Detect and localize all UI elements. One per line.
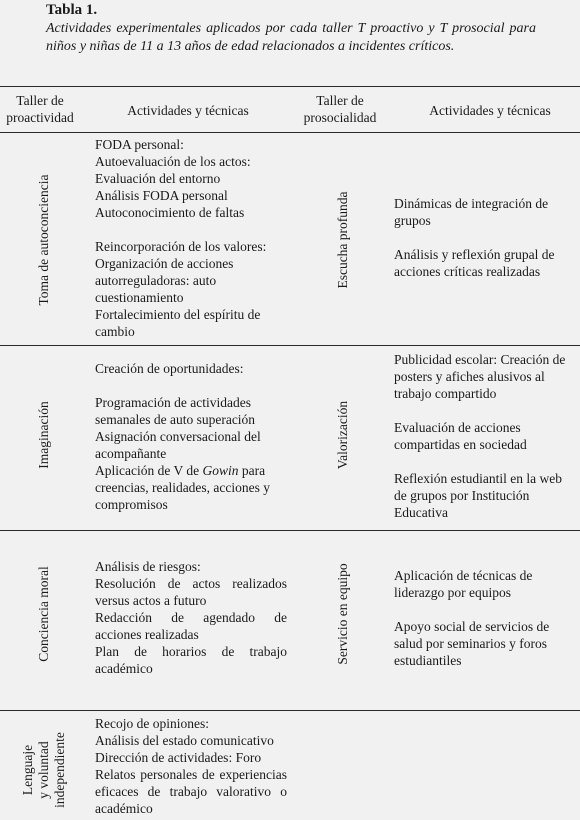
header-actividades-prosocial: Actividades y técnicas [429, 103, 551, 118]
row2-proactivo-cell: Creación de oportunidades: Programación de actividades semanales de auto superación Asignación conversacional del acompañante Aplicación de V de Gowin para creencias, realidades, acciones y compromisos [95, 361, 271, 512]
rule-header [0, 132, 580, 133]
header-taller-proactividad: Taller de proactividad [6, 93, 74, 125]
row3-taller-label: Conciencia moral [36, 566, 51, 662]
table-title: Tabla 1. [46, 2, 98, 18]
row4-taller-label: Lenguaje y voluntad independiente [20, 732, 67, 808]
row1-proactivo-cell: FODA personal: Autoevaluación de los actos: Evaluación del entorno Análisis FODA personal Autoconocimiento de faltas Reincorporación de los valores: Organización de acciones autorreguladoras: auto cuestionamiento Fortalecimiento del espíritu de cambio [95, 137, 267, 339]
row1-prosocial-taller-label: Escucha profunda [335, 191, 350, 289]
row3-prosocial-taller-label: Servicio en equipo [335, 563, 350, 665]
row2-prosocial-taller-label: Valorización [335, 400, 350, 470]
rule-row3 [0, 710, 580, 711]
row1-prosocial-cell: Dinámicas de integración de grupos Análisis y reflexión grupal de acciones críticas realizadas [394, 196, 555, 279]
row3-proactivo-cell: Análisis de riesgos: Resolución de actos realizados versus actos a futuro Redacción de agendado de acciones realizadas Plan de horarios de trabajo académico [95, 559, 287, 676]
header-taller-prosocialidad: Taller de prosocialidad [303, 93, 377, 125]
header-actividades-proactivo: Actividades y técnicas [127, 103, 249, 118]
row3-prosocial-cell: Aplicación de técnicas de liderazgo por equipos Apoyo social de servicios de salud por seminarios y foros estudiantiles [394, 568, 550, 668]
rule-row2 [0, 530, 580, 531]
rule-top [0, 86, 580, 87]
rule-row1 [0, 345, 580, 346]
row4-proactivo-cell: Recojo de opiniones: Análisis del estado comunicativo Dirección de actividades: Foro Relatos personales de experiencias eficaces de trabajo valorativo o académico [95, 716, 287, 816]
row2-prosocial-cell: Publicidad escolar: Creación de posters y afiches alusivos al trabajo compartido Evaluación de acciones compartidas en sociedad Reflexión estudiantil en la web de grupos por Institución Educativa [394, 352, 566, 520]
row2-taller-label: Imaginación [36, 401, 51, 469]
table-caption: Actividades experimentales aplicados por cada taller T proactivo y T prosocial para niños y niñas de 11 a 13 años de edad relacionados a incidentes críticos. [46, 21, 536, 54]
row1-taller-label: Toma de autoconciencia [36, 174, 51, 306]
